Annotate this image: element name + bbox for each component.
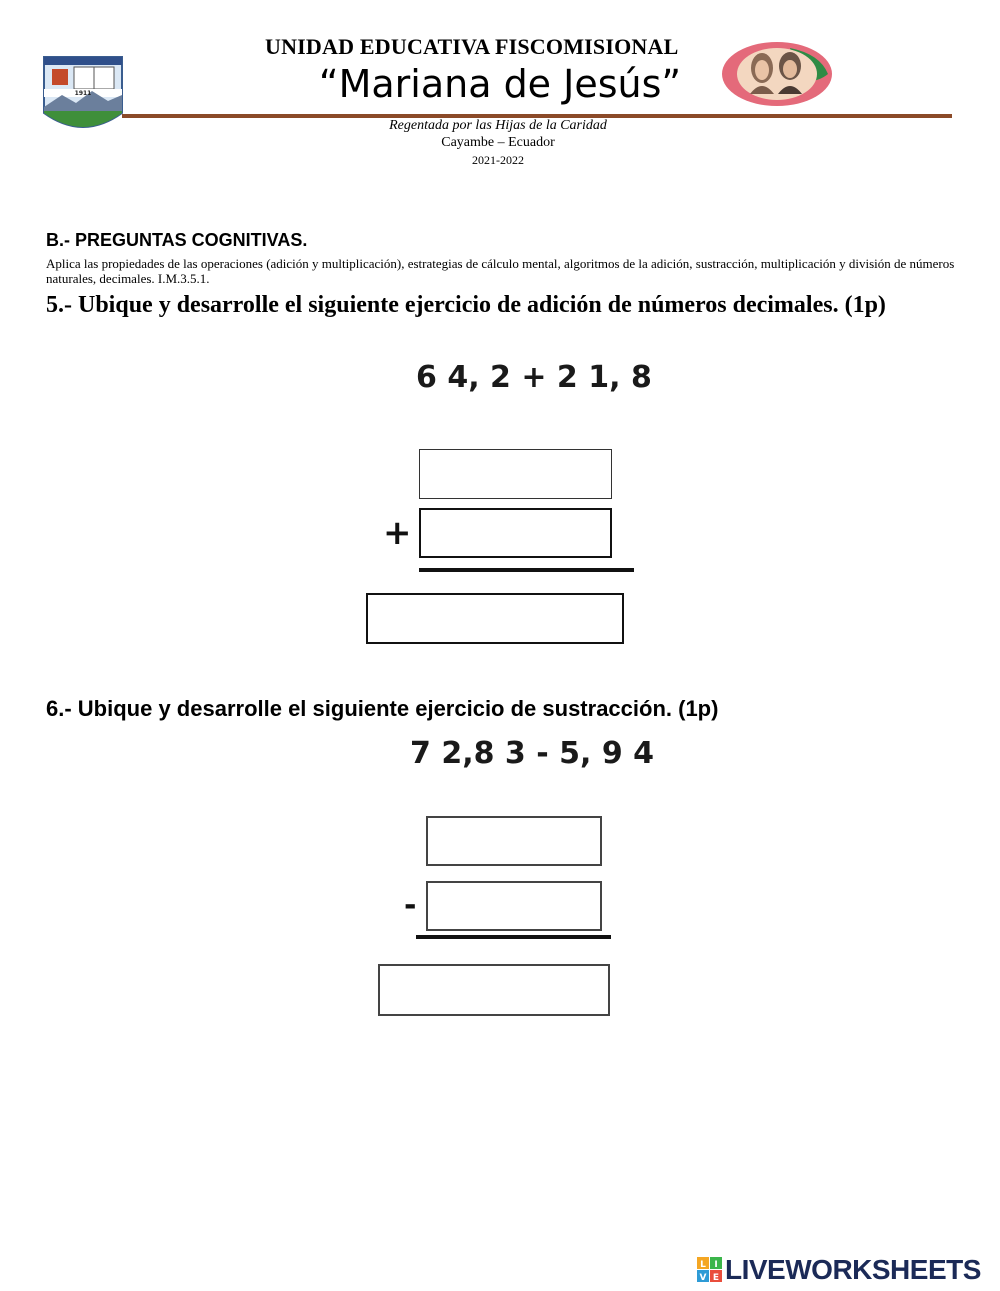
question-6-expression: 7 2,8 3 - 5, 9 4 <box>410 736 655 771</box>
q6-result-input[interactable] <box>378 964 610 1016</box>
school-years: 2021-2022 <box>472 153 524 167</box>
q5-addend-1-input[interactable] <box>419 449 612 499</box>
q5-sum-line <box>419 568 634 572</box>
q5-result-input[interactable] <box>366 593 624 644</box>
logo-letter-e: E <box>712 1273 720 1283</box>
crest-year-label: 1911 <box>74 90 92 97</box>
school-city: Cayambe – Ecuador <box>441 135 555 150</box>
liveworksheets-text: LIVEWORKSHEETS <box>725 1254 981 1285</box>
logo-letter-l: L <box>700 1260 706 1270</box>
school-name: UNIDAD EDUCATIVA FISCOMISIONAL <box>265 34 679 59</box>
liveworksheets-watermark <box>697 1254 997 1288</box>
question-5-text: 5.- Ubique y desarrolle el siguiente ejercicio de adición de números decimales. (1p) <box>46 292 886 318</box>
section-instruction: Aplica las propiedades de las operaciones (adición y multiplicación), estrategias de cálculo mental, algoritmos de la adición, sustracción, multiplicación y división de números naturales, decimales. I.M.3.5.1. <box>46 256 955 286</box>
question-5-expression: 6 4, 2 + 2 1, 8 <box>416 360 652 395</box>
school-title: “Mariana de Jesús” <box>318 62 682 106</box>
question-6-text: 6.- Ubique y desarrolle el siguiente ejercicio de sustracción. (1p) <box>46 696 719 721</box>
q6-minus-operator: - <box>404 888 417 923</box>
logo-letter-v: V <box>699 1273 707 1283</box>
liveworksheets-logo-icon <box>697 1257 723 1283</box>
q5-addend-2-input[interactable] <box>419 508 612 558</box>
section-heading: B.- PREGUNTAS COGNITIVAS. <box>46 230 308 250</box>
q5-plus-operator: + <box>383 513 412 553</box>
school-subtitle: Regentada por las Hijas de la Caridad <box>389 118 607 133</box>
logo-letter-i: I <box>714 1260 718 1270</box>
founders-portrait-logo <box>720 34 835 108</box>
q6-minuend-input[interactable] <box>426 816 602 866</box>
q6-difference-line <box>416 935 611 939</box>
q6-subtrahend-input[interactable] <box>426 881 602 931</box>
